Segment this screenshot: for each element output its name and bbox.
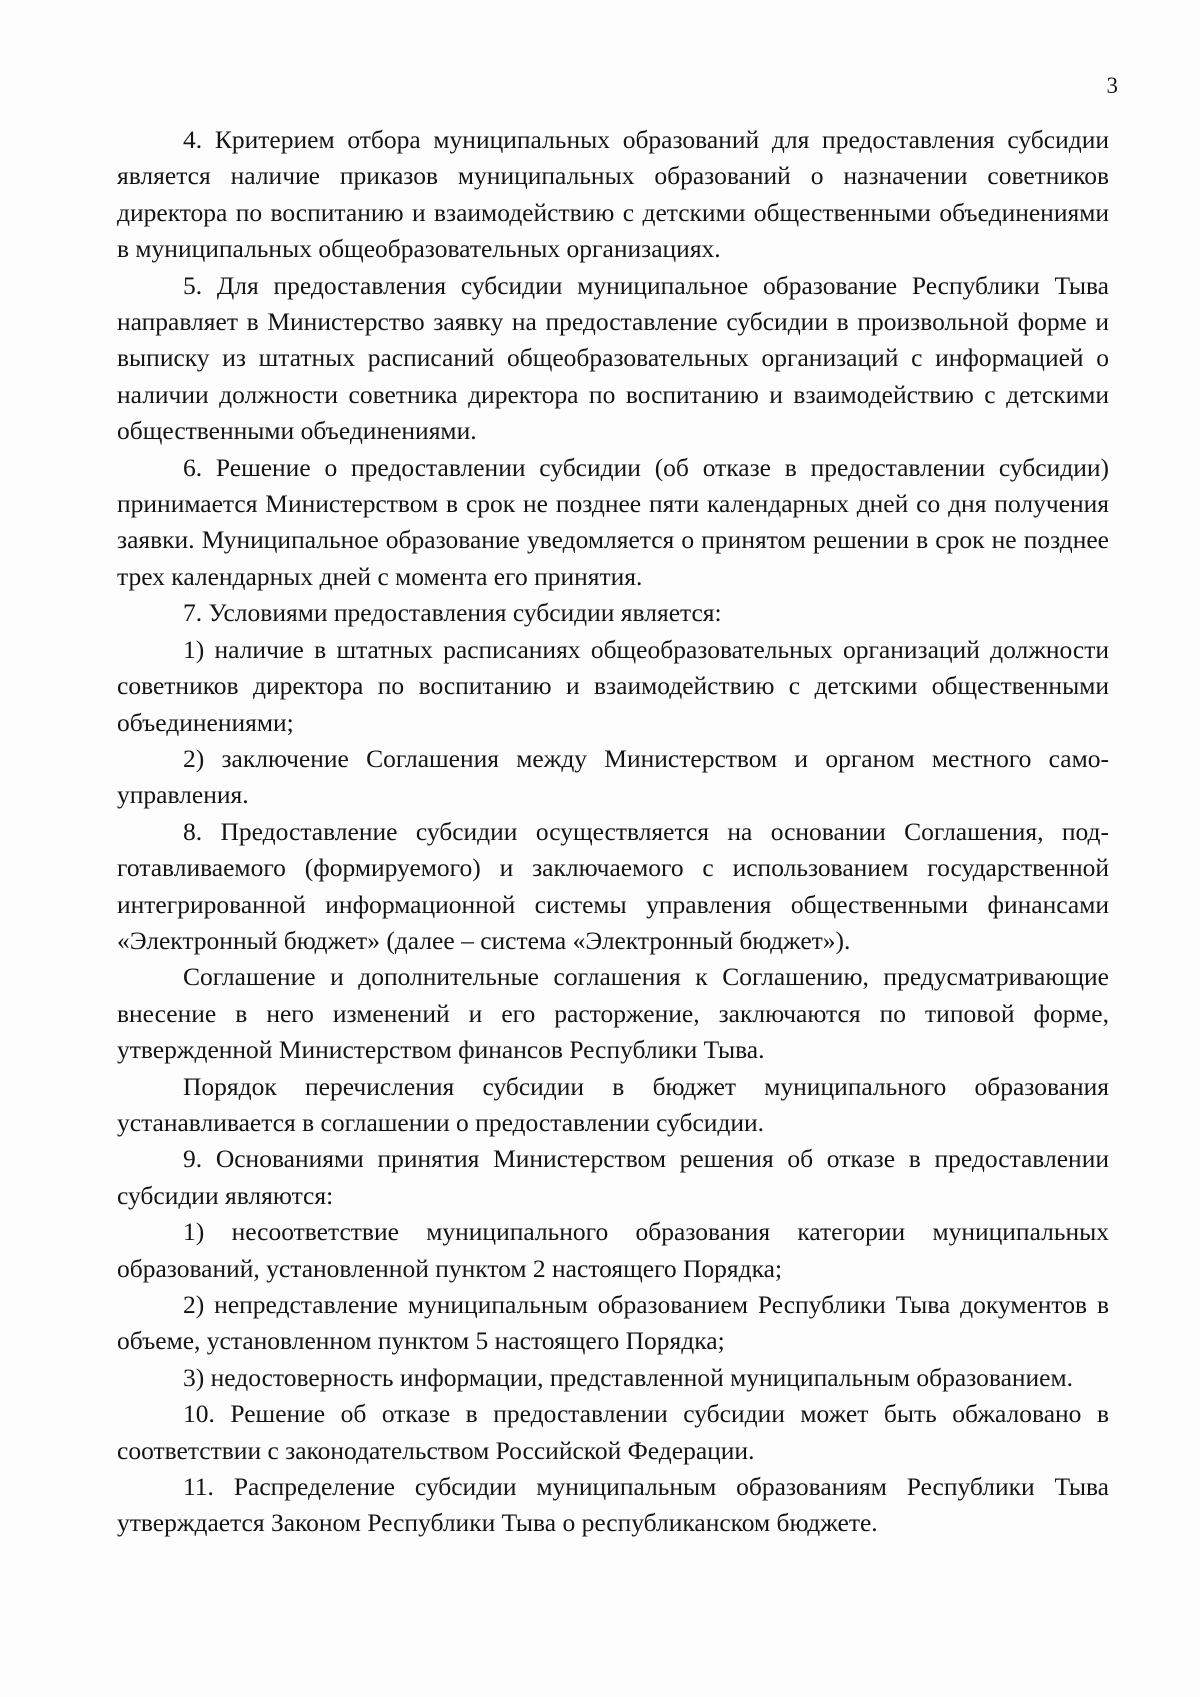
paragraph-11-distribution: 11. Распределение субсидии муниципальным образованиям Республики Тыва утверждается Законом Республики Тыва о республиканском бюджете.	[117, 1472, 1109, 1538]
document-body	[117, 122, 1109, 1542]
paragraph-9-refusal-grounds: 9. Основаниями принятия Министерством решения об отказе в предоставлении субсидии являются:	[117, 1144, 1109, 1210]
page-number: 3	[1106, 73, 1118, 98]
paragraph-8-typical-form: Соглашение и дополнительные соглашения к Соглашению, предусматривающие внесение в него изменений и его расторжение, заключаются по типовой форме, утвержденной Министерством финансов Республики Тыва.	[117, 962, 1109, 1065]
paragraph-7-conditions: 7. Условиями предоставления субсидии является:	[183, 598, 722, 628]
paragraph-7-condition-1: 1) наличие в штатных расписаниях общеобразовательных организаций должности советников директора по воспитанию и взаимодействию с детскими общественными объединениями;	[117, 634, 1109, 737]
paragraph-6-decision: 6. Решение о предоставлении субсидии (об отказе в предоставлении субсидии) принимается Министерством в срок не позднее пяти календарных дней со дня получения заявки. Муниципальное образование уведомляется о принятом решении в срок не позднее трех календарных дней с момента его принятия.	[117, 452, 1109, 591]
paragraph-9-ground-2: 2) непредставление муниципальным образованием Республики Тыва документов в объеме, установленном пунктом 5 настоящего Порядка;	[117, 1290, 1109, 1356]
paragraph-9-ground-3: 3) недостоверность информации, представленной муниципальным образованием.	[183, 1362, 1074, 1392]
paragraph-10-appeal: 10. Решение об отказе в предоставлении субсидии может быть обжаловано в соответствии с законодательством Российской Федерации.	[117, 1399, 1109, 1465]
paragraph-7-condition-2: 2) заключение Соглашения между Министерством и органом местного самоуправления.	[117, 743, 1109, 810]
paragraph-4-selection-criterion: 4. Критерием отбора муниципальных образований для предоставления субсидии является наличие приказов муниципальных образований о назначении советников директора по воспитанию и взаимодействию с детскими общественными объединениями в муниципальных общеобразовательных организациях.	[117, 125, 1109, 264]
paragraph-9-ground-1: 1) несоответствие муниципального образования категории муниципальных образований, установленной пунктом 2 настоящего Порядка;	[117, 1217, 1109, 1283]
paragraph-8-transfer-procedure: Порядок перечисления субсидии в бюджет муниципального образования устанавливается в соглашении о предоставлении субсидии.	[117, 1071, 1109, 1137]
paragraph-5-application: 5. Для предоставления субсидии муниципальное образование Республики Тыва направляет в Министерство заявку на предоставление субсидии в произвольной форме и выписку из штатных расписаний общеобразовательных организаций с информацией о наличии должности советника директора по воспитанию и взаимодействию с детскими общественными объединениями.	[117, 270, 1109, 446]
paragraph-8-agreement: 8. Предоставление субсидии осуществляется на основании Соглашения, подготавливаемого (формируемого) и заключаемого с использованием государственной интегрированной информационной системы управления общественными финансами «Электронный бюджет» (далее – система «Электронный бюджет»).	[117, 816, 1109, 955]
